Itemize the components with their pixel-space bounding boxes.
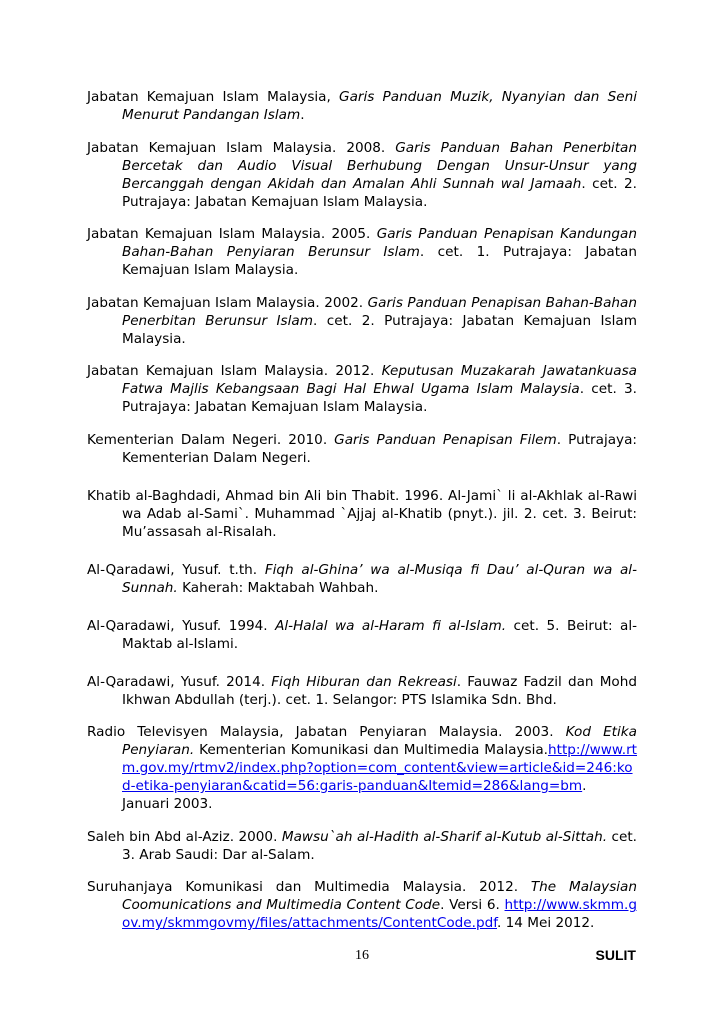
reference-details: . cet. 2. Putrajaya: Jabatan Kemajuan Islam Malaysia.	[122, 312, 637, 347]
reference-author-year: Jabatan Kemajuan Islam Malaysia. 2002.	[87, 294, 368, 311]
reference-title: Keputusan Muzakarah Jawatankuasa Fatwa Majlis Kebangsaan Bagi Hal Ehwal Ugama Islam Malaysia	[122, 363, 637, 397]
reference-list	[87, 88, 637, 947]
reference-title: Garis Panduan Penapisan Filem	[334, 431, 557, 448]
reference-url-link[interactable]: http://www.skmm.gov.my/skmmgovmy/files/attachments/ContentCode.pdf	[122, 897, 637, 931]
reference-entry	[87, 673, 637, 709]
reference-entry	[87, 225, 637, 279]
reference-entry	[87, 139, 637, 211]
reference-title: The Malaysian Coomunications and Multimedia Content Code	[122, 879, 638, 913]
reference-title: Fiqh al-Ghina’ wa al-Musiqa fi Dau’ al-Quran wa al-Sunnah.	[122, 561, 637, 596]
reference-author-year: Saleh bin Abd al-Aziz. 2000.	[87, 828, 282, 845]
reference-author-year: Kementerian Dalam Negeri. 2010.	[87, 431, 335, 448]
reference-entry	[87, 431, 637, 467]
reference-author-year: Radio Televisyen Malaysia, Jabatan Penyiaran Malaysia. 2003.	[87, 724, 566, 740]
reference-title: Fiqh Hiburan dan Rekreasi	[271, 673, 457, 690]
reference-text: Khatib al-Baghdadi, Ahmad bin Ali bin Thabit. 1996. Al-Jami` li al-Akhlak al-Rawi wa Adab al-Sami`. Muhammad `Ajjaj al-Khatib (pnyt.). jil. 2. cet. 3. Beirut: Mu’assasah al-Risalah.	[87, 487, 637, 540]
reference-details: .	[300, 107, 305, 123]
reference-title: Garis Panduan Penapisan Kandungan Bahan-Bahan Penyiaran Berunsur Islam	[122, 226, 637, 260]
reference-author-year: Jabatan Kemajuan Islam Malaysia. 2008.	[87, 139, 396, 156]
reference-entry	[87, 617, 637, 653]
reference-details: . Fauwaz Fadzil dan Mohd Ikhwan Abdullah (terj.). cet. 1. Selangor: PTS Islamika Sdn. Bhd.	[122, 673, 637, 708]
reference-details: . Versi 6.	[440, 897, 505, 913]
reference-details: . Putrajaya: Kementerian Dalam Negeri.	[122, 431, 638, 466]
reference-details: cet. 3. Arab Saudi: Dar al-Salam.	[122, 828, 638, 863]
page-number: 16	[355, 948, 369, 963]
reference-author-year: Al-Qaradawi, Yusuf. 2014.	[87, 673, 272, 690]
reference-details: . cet. 1. Putrajaya: Jabatan Kemajuan Islam Malaysia.	[122, 244, 637, 278]
reference-author-year: Suruhanjaya Komunikasi dan Multimedia Malaysia. 2012.	[87, 879, 531, 895]
reference-details: Kaherah: Maktabah Wahbah.	[177, 579, 379, 596]
reference-author-year: Jabatan Kemajuan Islam Malaysia,	[87, 89, 340, 105]
reference-title: Garis Panduan Bahan Penerbitan Bercetak dan Audio Visual Berhubung Dengan Unsur-Unsur yang Bercanggah dengan Akidah dan Amalan Ahli Sunnah wal Jamaah	[122, 139, 637, 192]
reference-author-year: Jabatan Kemajuan Islam Malaysia. 2012.	[87, 363, 382, 379]
reference-title: Mawsu`ah al-Hadith al-Sharif al-Kutub al-Sittah.	[281, 828, 608, 845]
reference-entry	[87, 723, 637, 813]
reference-entry	[87, 362, 637, 416]
reference-details: . cet. 3. Putrajaya: Jabatan Kemajuan Islam Malaysia.	[122, 381, 637, 415]
reference-entry	[87, 878, 637, 932]
reference-author-year: Al-Qaradawi, Yusuf. t.th.	[87, 561, 265, 578]
reference-entry	[87, 487, 637, 541]
classification-label: SULIT	[595, 947, 636, 963]
reference-date: . Januari 2003.	[122, 778, 587, 812]
reference-date: . 14 Mei 2012.	[497, 915, 595, 931]
reference-title: Garis Panduan Muzik, Nyanyian dan Seni Menurut Pandangan Islam	[122, 89, 637, 123]
reference-entry	[87, 828, 637, 864]
reference-title: Garis Panduan Penapisan Bahan-Bahan Penerbitan Berunsur Islam	[122, 294, 637, 329]
reference-author-year: Jabatan Kemajuan Islam Malaysia. 2005.	[87, 226, 377, 242]
reference-title: Al-Halal wa al-Haram fi al-Islam.	[275, 617, 507, 634]
reference-details: cet. 5. Beirut: al-Maktab al-Islami.	[122, 617, 637, 652]
reference-title: Kod Etika Penyiaran.	[122, 724, 637, 758]
reference-author-year: Al-Qaradawi, Yusuf. 1994.	[87, 617, 276, 634]
reference-entry	[87, 88, 637, 124]
reference-details: Kementerian Komunikasi dan Multimedia Malaysia.	[194, 742, 548, 758]
reference-entry	[87, 294, 637, 348]
reference-entry	[87, 561, 637, 597]
reference-details: . cet. 2. Putrajaya: Jabatan Kemajuan Islam Malaysia.	[122, 175, 637, 210]
reference-url-link[interactable]: http://www.rtm.gov.my/rtmv2/index.php?option=com_content&view=article&id=246:kod-etika-penyiaran&catid=56:garis-panduan&Itemid=286&lang=bm	[122, 742, 637, 794]
